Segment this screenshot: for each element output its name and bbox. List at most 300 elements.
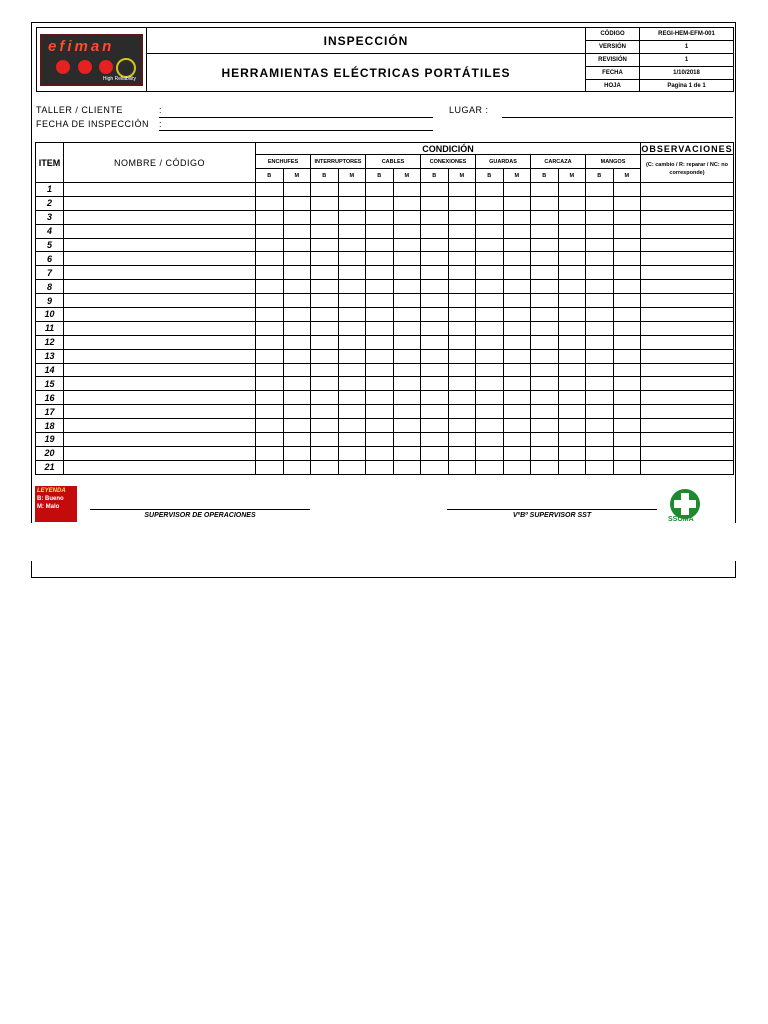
condition-cell[interactable] <box>448 363 476 377</box>
condition-cell[interactable] <box>558 377 586 391</box>
condition-cell[interactable] <box>256 183 284 197</box>
condition-cell[interactable] <box>338 419 366 433</box>
condition-cell[interactable] <box>558 210 586 224</box>
condition-cell[interactable] <box>393 252 421 266</box>
condition-cell[interactable] <box>256 460 284 474</box>
condition-cell[interactable] <box>476 391 504 405</box>
condition-cell[interactable] <box>613 377 641 391</box>
condition-cell[interactable] <box>586 433 614 447</box>
observations-cell[interactable] <box>641 405 734 419</box>
condition-cell[interactable] <box>393 405 421 419</box>
condition-cell[interactable] <box>338 321 366 335</box>
name-code-cell[interactable] <box>64 308 256 322</box>
condition-cell[interactable] <box>393 308 421 322</box>
condition-cell[interactable] <box>393 446 421 460</box>
condition-cell[interactable] <box>476 433 504 447</box>
condition-cell[interactable] <box>448 321 476 335</box>
name-code-cell[interactable] <box>64 196 256 210</box>
condition-cell[interactable] <box>421 280 449 294</box>
fecha-inspeccion-field[interactable] <box>159 130 433 131</box>
condition-cell[interactable] <box>256 377 284 391</box>
condition-cell[interactable] <box>503 183 531 197</box>
condition-cell[interactable] <box>283 377 311 391</box>
condition-cell[interactable] <box>586 460 614 474</box>
condition-cell[interactable] <box>366 252 394 266</box>
condition-cell[interactable] <box>613 252 641 266</box>
condition-cell[interactable] <box>338 183 366 197</box>
condition-cell[interactable] <box>476 266 504 280</box>
condition-cell[interactable] <box>338 280 366 294</box>
condition-cell[interactable] <box>586 224 614 238</box>
condition-cell[interactable] <box>366 446 394 460</box>
observations-cell[interactable] <box>641 335 734 349</box>
observations-cell[interactable] <box>641 308 734 322</box>
condition-cell[interactable] <box>531 183 559 197</box>
condition-cell[interactable] <box>256 363 284 377</box>
condition-cell[interactable] <box>558 363 586 377</box>
condition-cell[interactable] <box>558 224 586 238</box>
condition-cell[interactable] <box>338 210 366 224</box>
condition-cell[interactable] <box>256 266 284 280</box>
condition-cell[interactable] <box>366 196 394 210</box>
condition-cell[interactable] <box>338 224 366 238</box>
condition-cell[interactable] <box>338 460 366 474</box>
condition-cell[interactable] <box>586 238 614 252</box>
condition-cell[interactable] <box>503 446 531 460</box>
condition-cell[interactable] <box>311 433 339 447</box>
condition-cell[interactable] <box>311 349 339 363</box>
condition-cell[interactable] <box>503 210 531 224</box>
condition-cell[interactable] <box>421 224 449 238</box>
condition-cell[interactable] <box>613 349 641 363</box>
name-code-cell[interactable] <box>64 210 256 224</box>
condition-cell[interactable] <box>448 183 476 197</box>
condition-cell[interactable] <box>311 377 339 391</box>
condition-cell[interactable] <box>558 183 586 197</box>
condition-cell[interactable] <box>311 405 339 419</box>
condition-cell[interactable] <box>613 335 641 349</box>
condition-cell[interactable] <box>421 391 449 405</box>
condition-cell[interactable] <box>476 405 504 419</box>
condition-cell[interactable] <box>476 224 504 238</box>
name-code-cell[interactable] <box>64 419 256 433</box>
condition-cell[interactable] <box>393 210 421 224</box>
observations-cell[interactable] <box>641 183 734 197</box>
condition-cell[interactable] <box>613 308 641 322</box>
condition-cell[interactable] <box>476 363 504 377</box>
name-code-cell[interactable] <box>64 433 256 447</box>
name-code-cell[interactable] <box>64 252 256 266</box>
observations-cell[interactable] <box>641 377 734 391</box>
condition-cell[interactable] <box>503 294 531 308</box>
condition-cell[interactable] <box>448 238 476 252</box>
condition-cell[interactable] <box>448 335 476 349</box>
condition-cell[interactable] <box>586 252 614 266</box>
observations-cell[interactable] <box>641 363 734 377</box>
condition-cell[interactable] <box>421 335 449 349</box>
condition-cell[interactable] <box>476 210 504 224</box>
condition-cell[interactable] <box>311 280 339 294</box>
condition-cell[interactable] <box>503 419 531 433</box>
condition-cell[interactable] <box>393 294 421 308</box>
condition-cell[interactable] <box>448 433 476 447</box>
condition-cell[interactable] <box>531 280 559 294</box>
condition-cell[interactable] <box>338 433 366 447</box>
condition-cell[interactable] <box>448 419 476 433</box>
condition-cell[interactable] <box>613 363 641 377</box>
condition-cell[interactable] <box>338 349 366 363</box>
name-code-cell[interactable] <box>64 460 256 474</box>
condition-cell[interactable] <box>256 294 284 308</box>
observations-cell[interactable] <box>641 238 734 252</box>
name-code-cell[interactable] <box>64 335 256 349</box>
condition-cell[interactable] <box>421 433 449 447</box>
condition-cell[interactable] <box>283 335 311 349</box>
condition-cell[interactable] <box>311 224 339 238</box>
observations-cell[interactable] <box>641 419 734 433</box>
condition-cell[interactable] <box>476 446 504 460</box>
condition-cell[interactable] <box>311 183 339 197</box>
name-code-cell[interactable] <box>64 280 256 294</box>
condition-cell[interactable] <box>586 183 614 197</box>
condition-cell[interactable] <box>393 377 421 391</box>
condition-cell[interactable] <box>558 349 586 363</box>
condition-cell[interactable] <box>283 321 311 335</box>
name-code-cell[interactable] <box>64 183 256 197</box>
condition-cell[interactable] <box>421 349 449 363</box>
condition-cell[interactable] <box>613 238 641 252</box>
condition-cell[interactable] <box>613 224 641 238</box>
condition-cell[interactable] <box>366 266 394 280</box>
observations-cell[interactable] <box>641 433 734 447</box>
condition-cell[interactable] <box>558 196 586 210</box>
condition-cell[interactable] <box>531 308 559 322</box>
condition-cell[interactable] <box>283 294 311 308</box>
condition-cell[interactable] <box>586 377 614 391</box>
condition-cell[interactable] <box>338 308 366 322</box>
condition-cell[interactable] <box>366 183 394 197</box>
condition-cell[interactable] <box>393 335 421 349</box>
condition-cell[interactable] <box>366 363 394 377</box>
condition-cell[interactable] <box>393 224 421 238</box>
supervisor-sst-signature-line[interactable] <box>447 509 657 510</box>
condition-cell[interactable] <box>283 446 311 460</box>
condition-cell[interactable] <box>448 349 476 363</box>
condition-cell[interactable] <box>558 238 586 252</box>
condition-cell[interactable] <box>531 419 559 433</box>
condition-cell[interactable] <box>558 252 586 266</box>
condition-cell[interactable] <box>558 433 586 447</box>
condition-cell[interactable] <box>531 377 559 391</box>
observations-cell[interactable] <box>641 252 734 266</box>
condition-cell[interactable] <box>393 280 421 294</box>
condition-cell[interactable] <box>586 266 614 280</box>
condition-cell[interactable] <box>283 391 311 405</box>
condition-cell[interactable] <box>366 238 394 252</box>
condition-cell[interactable] <box>558 391 586 405</box>
condition-cell[interactable] <box>421 308 449 322</box>
name-code-cell[interactable] <box>64 446 256 460</box>
condition-cell[interactable] <box>311 266 339 280</box>
observations-cell[interactable] <box>641 266 734 280</box>
condition-cell[interactable] <box>503 196 531 210</box>
condition-cell[interactable] <box>283 224 311 238</box>
condition-cell[interactable] <box>366 321 394 335</box>
name-code-cell[interactable] <box>64 363 256 377</box>
condition-cell[interactable] <box>393 183 421 197</box>
condition-cell[interactable] <box>338 196 366 210</box>
condition-cell[interactable] <box>531 238 559 252</box>
condition-cell[interactable] <box>393 460 421 474</box>
condition-cell[interactable] <box>613 321 641 335</box>
condition-cell[interactable] <box>256 210 284 224</box>
condition-cell[interactable] <box>256 196 284 210</box>
condition-cell[interactable] <box>256 349 284 363</box>
condition-cell[interactable] <box>503 252 531 266</box>
condition-cell[interactable] <box>256 252 284 266</box>
condition-cell[interactable] <box>558 460 586 474</box>
condition-cell[interactable] <box>448 252 476 266</box>
condition-cell[interactable] <box>531 433 559 447</box>
condition-cell[interactable] <box>531 266 559 280</box>
condition-cell[interactable] <box>256 238 284 252</box>
supervisor-operaciones-signature-line[interactable] <box>90 509 310 510</box>
condition-cell[interactable] <box>283 210 311 224</box>
condition-cell[interactable] <box>283 363 311 377</box>
condition-cell[interactable] <box>366 460 394 474</box>
condition-cell[interactable] <box>558 280 586 294</box>
condition-cell[interactable] <box>338 363 366 377</box>
condition-cell[interactable] <box>613 391 641 405</box>
condition-cell[interactable] <box>256 308 284 322</box>
condition-cell[interactable] <box>311 363 339 377</box>
condition-cell[interactable] <box>311 391 339 405</box>
condition-cell[interactable] <box>503 405 531 419</box>
condition-cell[interactable] <box>503 280 531 294</box>
condition-cell[interactable] <box>283 433 311 447</box>
condition-cell[interactable] <box>366 224 394 238</box>
condition-cell[interactable] <box>558 308 586 322</box>
name-code-cell[interactable] <box>64 238 256 252</box>
condition-cell[interactable] <box>393 238 421 252</box>
name-code-cell[interactable] <box>64 266 256 280</box>
taller-cliente-field[interactable] <box>159 117 433 118</box>
observations-cell[interactable] <box>641 210 734 224</box>
name-code-cell[interactable] <box>64 391 256 405</box>
condition-cell[interactable] <box>283 196 311 210</box>
condition-cell[interactable] <box>531 446 559 460</box>
condition-cell[interactable] <box>283 266 311 280</box>
condition-cell[interactable] <box>366 280 394 294</box>
condition-cell[interactable] <box>283 460 311 474</box>
condition-cell[interactable] <box>613 294 641 308</box>
condition-cell[interactable] <box>531 321 559 335</box>
condition-cell[interactable] <box>283 183 311 197</box>
condition-cell[interactable] <box>256 446 284 460</box>
condition-cell[interactable] <box>421 377 449 391</box>
condition-cell[interactable] <box>311 196 339 210</box>
condition-cell[interactable] <box>586 391 614 405</box>
condition-cell[interactable] <box>256 335 284 349</box>
condition-cell[interactable] <box>558 446 586 460</box>
condition-cell[interactable] <box>531 335 559 349</box>
condition-cell[interactable] <box>338 266 366 280</box>
condition-cell[interactable] <box>448 280 476 294</box>
condition-cell[interactable] <box>311 308 339 322</box>
condition-cell[interactable] <box>338 446 366 460</box>
condition-cell[interactable] <box>586 405 614 419</box>
condition-cell[interactable] <box>476 335 504 349</box>
condition-cell[interactable] <box>613 266 641 280</box>
condition-cell[interactable] <box>531 196 559 210</box>
condition-cell[interactable] <box>256 224 284 238</box>
condition-cell[interactable] <box>393 363 421 377</box>
name-code-cell[interactable] <box>64 294 256 308</box>
condition-cell[interactable] <box>503 321 531 335</box>
condition-cell[interactable] <box>476 349 504 363</box>
condition-cell[interactable] <box>503 377 531 391</box>
condition-cell[interactable] <box>613 460 641 474</box>
condition-cell[interactable] <box>586 419 614 433</box>
condition-cell[interactable] <box>476 460 504 474</box>
condition-cell[interactable] <box>393 391 421 405</box>
condition-cell[interactable] <box>421 183 449 197</box>
condition-cell[interactable] <box>476 196 504 210</box>
condition-cell[interactable] <box>366 335 394 349</box>
condition-cell[interactable] <box>448 405 476 419</box>
condition-cell[interactable] <box>366 294 394 308</box>
condition-cell[interactable] <box>448 294 476 308</box>
condition-cell[interactable] <box>586 210 614 224</box>
condition-cell[interactable] <box>586 321 614 335</box>
condition-cell[interactable] <box>503 308 531 322</box>
condition-cell[interactable] <box>558 294 586 308</box>
condition-cell[interactable] <box>338 405 366 419</box>
condition-cell[interactable] <box>613 433 641 447</box>
condition-cell[interactable] <box>393 321 421 335</box>
condition-cell[interactable] <box>283 419 311 433</box>
condition-cell[interactable] <box>256 321 284 335</box>
condition-cell[interactable] <box>421 252 449 266</box>
condition-cell[interactable] <box>531 210 559 224</box>
condition-cell[interactable] <box>503 349 531 363</box>
condition-cell[interactable] <box>448 377 476 391</box>
condition-cell[interactable] <box>311 419 339 433</box>
condition-cell[interactable] <box>311 460 339 474</box>
condition-cell[interactable] <box>613 183 641 197</box>
condition-cell[interactable] <box>586 280 614 294</box>
condition-cell[interactable] <box>448 224 476 238</box>
observations-cell[interactable] <box>641 446 734 460</box>
condition-cell[interactable] <box>421 266 449 280</box>
condition-cell[interactable] <box>448 308 476 322</box>
observations-cell[interactable] <box>641 349 734 363</box>
observations-cell[interactable] <box>641 280 734 294</box>
condition-cell[interactable] <box>393 433 421 447</box>
condition-cell[interactable] <box>476 321 504 335</box>
condition-cell[interactable] <box>476 252 504 266</box>
condition-cell[interactable] <box>421 460 449 474</box>
condition-cell[interactable] <box>476 308 504 322</box>
condition-cell[interactable] <box>338 252 366 266</box>
condition-cell[interactable] <box>393 419 421 433</box>
condition-cell[interactable] <box>586 294 614 308</box>
condition-cell[interactable] <box>503 433 531 447</box>
condition-cell[interactable] <box>338 294 366 308</box>
condition-cell[interactable] <box>531 405 559 419</box>
condition-cell[interactable] <box>311 335 339 349</box>
condition-cell[interactable] <box>448 210 476 224</box>
condition-cell[interactable] <box>531 294 559 308</box>
condition-cell[interactable] <box>448 196 476 210</box>
observations-cell[interactable] <box>641 321 734 335</box>
condition-cell[interactable] <box>366 308 394 322</box>
condition-cell[interactable] <box>476 183 504 197</box>
condition-cell[interactable] <box>613 446 641 460</box>
condition-cell[interactable] <box>366 349 394 363</box>
condition-cell[interactable] <box>503 266 531 280</box>
name-code-cell[interactable] <box>64 349 256 363</box>
condition-cell[interactable] <box>338 335 366 349</box>
condition-cell[interactable] <box>531 349 559 363</box>
condition-cell[interactable] <box>366 405 394 419</box>
condition-cell[interactable] <box>531 391 559 405</box>
condition-cell[interactable] <box>586 363 614 377</box>
condition-cell[interactable] <box>586 446 614 460</box>
name-code-cell[interactable] <box>64 377 256 391</box>
name-code-cell[interactable] <box>64 224 256 238</box>
condition-cell[interactable] <box>503 238 531 252</box>
condition-cell[interactable] <box>421 294 449 308</box>
condition-cell[interactable] <box>613 210 641 224</box>
condition-cell[interactable] <box>311 252 339 266</box>
condition-cell[interactable] <box>421 238 449 252</box>
condition-cell[interactable] <box>256 391 284 405</box>
condition-cell[interactable] <box>338 391 366 405</box>
condition-cell[interactable] <box>476 377 504 391</box>
condition-cell[interactable] <box>586 308 614 322</box>
condition-cell[interactable] <box>421 446 449 460</box>
condition-cell[interactable] <box>256 419 284 433</box>
condition-cell[interactable] <box>421 196 449 210</box>
condition-cell[interactable] <box>311 446 339 460</box>
condition-cell[interactable] <box>311 210 339 224</box>
condition-cell[interactable] <box>586 349 614 363</box>
condition-cell[interactable] <box>503 460 531 474</box>
condition-cell[interactable] <box>283 405 311 419</box>
condition-cell[interactable] <box>366 391 394 405</box>
condition-cell[interactable] <box>503 224 531 238</box>
condition-cell[interactable] <box>421 321 449 335</box>
condition-cell[interactable] <box>311 321 339 335</box>
condition-cell[interactable] <box>283 252 311 266</box>
observations-cell[interactable] <box>641 294 734 308</box>
condition-cell[interactable] <box>558 266 586 280</box>
condition-cell[interactable] <box>393 196 421 210</box>
condition-cell[interactable] <box>586 196 614 210</box>
condition-cell[interactable] <box>448 391 476 405</box>
condition-cell[interactable] <box>531 252 559 266</box>
condition-cell[interactable] <box>393 266 421 280</box>
condition-cell[interactable] <box>531 224 559 238</box>
condition-cell[interactable] <box>421 405 449 419</box>
name-code-cell[interactable] <box>64 405 256 419</box>
condition-cell[interactable] <box>366 433 394 447</box>
condition-cell[interactable] <box>283 280 311 294</box>
condition-cell[interactable] <box>558 321 586 335</box>
name-code-cell[interactable] <box>64 321 256 335</box>
condition-cell[interactable] <box>476 294 504 308</box>
